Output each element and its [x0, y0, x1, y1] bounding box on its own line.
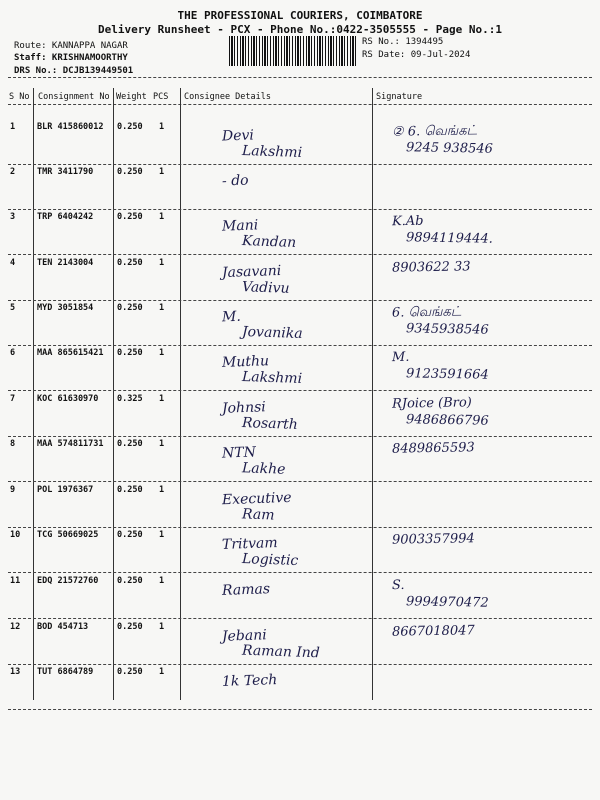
consignment-number: POL 1976367: [37, 485, 94, 495]
table-row: [0, 574, 600, 619]
row-sno: 7: [10, 394, 16, 404]
row-pcs: 1: [159, 439, 165, 449]
consignment-number: TMR 3411790: [37, 167, 94, 177]
row-pcs: 1: [159, 348, 165, 358]
rs-date: RS Date: 09-Jul-2024: [362, 50, 471, 60]
consignee-name: Ramas: [221, 581, 271, 599]
consignment-number: KOC 61630970: [37, 394, 99, 404]
divider: [8, 77, 592, 78]
consignee-name: 1k Tech: [221, 672, 278, 690]
row-divider: [8, 481, 592, 482]
consignee-name: Devi: [221, 127, 255, 145]
drs-number: DRS No.: DCJB139449501: [14, 66, 134, 76]
row-sno: 12: [10, 622, 21, 632]
row-pcs: 1: [159, 303, 165, 313]
row-pcs: 1: [159, 167, 165, 177]
signature-text: 9345938546: [405, 321, 489, 338]
row-weight: 0.250: [117, 212, 143, 222]
signature-text: M.: [391, 349, 410, 366]
consignee-name: Tritvam: [221, 535, 278, 553]
row-pcs: 1: [159, 122, 165, 132]
consignee-name: Jovanika: [241, 323, 303, 343]
row-pcs: 1: [159, 258, 165, 268]
row-sno: 5: [10, 303, 16, 313]
signature-text: 9894119444.: [405, 230, 493, 247]
consignee-name: - do: [221, 172, 249, 190]
signature-text: K.Ab: [391, 213, 424, 230]
signature-text: 9123591664: [405, 366, 489, 383]
column-header-sno: S No: [9, 92, 30, 102]
consignee-name: Jebani: [221, 627, 267, 645]
row-weight: 0.250: [117, 348, 143, 358]
signature-text: 8489865593: [391, 440, 475, 457]
row-weight: 0.250: [117, 303, 143, 313]
barcode-icon: [229, 36, 356, 66]
row-weight: 0.250: [117, 122, 143, 132]
row-weight: 0.250: [117, 667, 143, 677]
consignee-name: Raman Ind: [241, 642, 321, 662]
row-divider: [8, 618, 592, 619]
consignee-name: Lakhe: [241, 460, 286, 478]
row-pcs: 1: [159, 667, 165, 677]
row-weight: 0.250: [117, 258, 143, 268]
consignment-number: BOD 454713: [37, 622, 89, 632]
consignee-name: Muthu: [221, 353, 270, 371]
signature-text: 9994970472: [405, 594, 489, 611]
rs-number: RS No.: 1394495: [362, 37, 444, 47]
table-row: [0, 665, 600, 710]
row-divider: [8, 390, 592, 391]
signature-text: 8903622 33: [391, 259, 471, 276]
table-row: [0, 301, 600, 346]
consignee-name: NTN: [221, 444, 257, 462]
row-weight: 0.250: [117, 439, 143, 449]
table-row: [0, 483, 600, 528]
consignee-name: Jasavani: [221, 262, 282, 282]
table-row: [0, 437, 600, 482]
consignee-name: M.: [221, 308, 242, 326]
signature-text: 6. வெங்கட்: [391, 304, 462, 321]
consignee-name: Vadivu: [241, 279, 290, 297]
staff-label: Staff: KRISHNAMOORTHY: [14, 53, 128, 63]
consignee-name: Ram: [241, 506, 275, 524]
row-weight: 0.250: [117, 576, 143, 586]
signature-text: 9003357994: [391, 531, 475, 548]
row-pcs: 1: [159, 530, 165, 540]
document-subtitle: Delivery Runsheet - PCX - Phone No.:0422-3505555 - Page No.:1: [98, 23, 502, 36]
signature-text: 9245 938546: [405, 140, 493, 157]
consignment-number: EDQ 21572760: [37, 576, 99, 586]
consignee-name: Logistic: [241, 551, 299, 569]
table-row: [0, 346, 600, 391]
row-pcs: 1: [159, 576, 165, 586]
column-header-consignee: Consignee Details: [184, 92, 271, 102]
consignment-number: TCG 50669025: [37, 530, 99, 540]
consignee-name: Executive: [221, 489, 292, 509]
row-pcs: 1: [159, 485, 165, 495]
row-divider: [8, 254, 592, 255]
row-weight: 0.250: [117, 530, 143, 540]
row-weight: 0.250: [117, 167, 143, 177]
row-sno: 3: [10, 212, 16, 222]
divider: [8, 104, 592, 105]
table-row: [0, 256, 600, 301]
row-sno: 6: [10, 348, 16, 358]
row-weight: 0.250: [117, 485, 143, 495]
signature-text: 8667018047: [391, 623, 475, 640]
row-sno: 8: [10, 439, 16, 449]
row-divider: [8, 709, 592, 710]
row-sno: 13: [10, 667, 21, 677]
row-pcs: 1: [159, 212, 165, 222]
column-header-consignment: Consignment No: [38, 92, 110, 102]
consignment-number: TUT 6864789: [37, 667, 94, 677]
row-sno: 9: [10, 485, 16, 495]
table-row: [0, 120, 600, 165]
row-sno: 1: [10, 122, 16, 132]
row-sno: 4: [10, 258, 16, 268]
signature-text: 9486866796: [405, 412, 489, 429]
table-row: [0, 165, 600, 210]
row-pcs: 1: [159, 622, 165, 632]
consignment-number: MAA 574811731: [37, 439, 104, 449]
consignee-name: Kandan: [241, 233, 297, 251]
row-sno: 2: [10, 167, 16, 177]
row-weight: 0.325: [117, 394, 143, 404]
column-header-signature: Signature: [376, 92, 423, 102]
consignee-name: Rosarth: [241, 415, 299, 433]
consignment-number: TEN 2143004: [37, 258, 94, 268]
document-title: THE PROFESSIONAL COURIERS, COIMBATORE: [177, 9, 423, 22]
consignment-number: BLR 415860012: [37, 122, 104, 132]
signature-text: RJoice (Bro): [391, 395, 472, 412]
column-header-pcs: PCS: [153, 92, 169, 102]
column-header-weight: Weight: [116, 92, 147, 102]
signature-text: ② 6. வெங்கட்: [391, 123, 478, 140]
consignee-name: Mani: [221, 217, 259, 235]
row-pcs: 1: [159, 394, 165, 404]
consignee-name: Johnsi: [221, 399, 267, 417]
consignment-number: MAA 865615421: [37, 348, 104, 358]
route-label: Route: KANNAPPA NAGAR: [14, 41, 128, 51]
table-row: [0, 620, 600, 665]
signature-text: S.: [391, 577, 405, 594]
row-sno: 10: [10, 530, 21, 540]
table-row: [0, 528, 600, 573]
consignment-number: MYD 3051854: [37, 303, 94, 313]
row-weight: 0.250: [117, 622, 143, 632]
row-sno: 11: [10, 576, 21, 586]
consignee-name: Lakshmi: [241, 368, 303, 388]
consignment-number: TRP 6404242: [37, 212, 94, 222]
table-row: [0, 210, 600, 255]
row-divider: [8, 572, 592, 573]
consignee-name: Lakshmi: [241, 142, 303, 162]
table-row: [0, 392, 600, 437]
